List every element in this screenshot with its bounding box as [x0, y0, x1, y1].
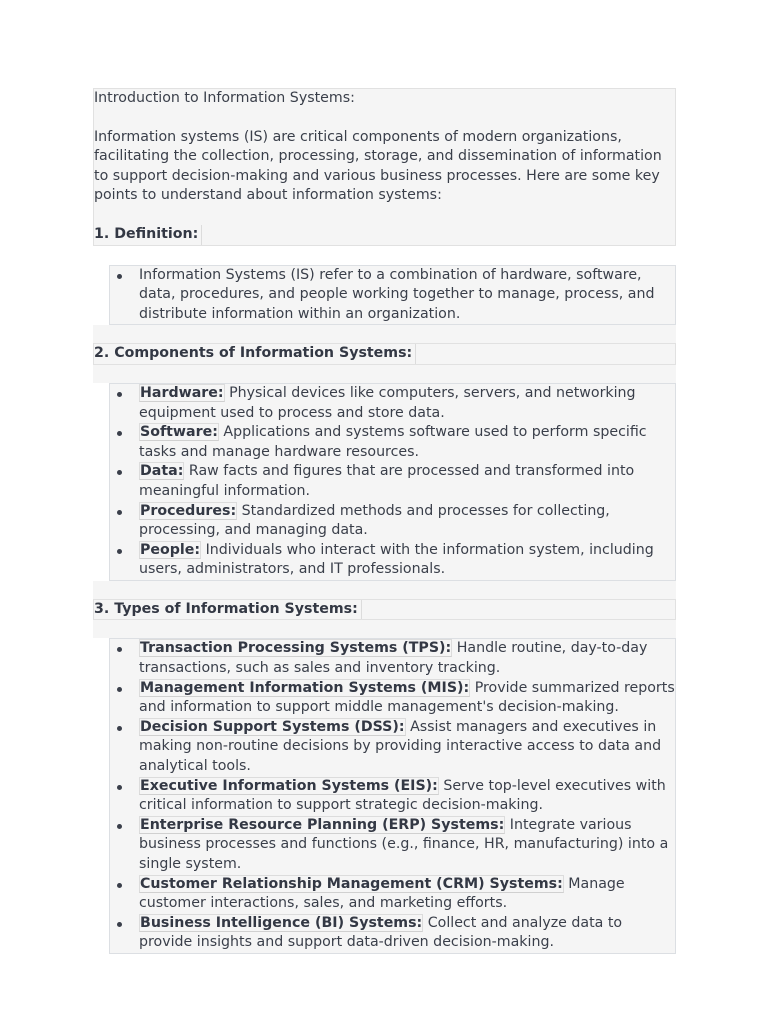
item-term: Executive Information Systems (EIS): [140, 777, 438, 794]
section-gap [93, 245, 676, 265]
item-term: Management Information Systems (MIS): [140, 679, 470, 696]
item-term: Enterprise Resource Planning (ERP) Systems: [140, 816, 505, 833]
components-list [109, 383, 676, 581]
list-item [139, 384, 675, 423]
section-heading-row [93, 343, 676, 365]
list-item [139, 541, 675, 580]
intro-block [93, 88, 676, 245]
item-term: Software: [140, 424, 218, 441]
section-gap [93, 620, 676, 638]
item-description: Serve top-level executives with critical information to support strategic decision-making. [139, 777, 666, 814]
section-heading-row [94, 225, 675, 245]
list-item [139, 875, 675, 914]
section-heading-types: 3. Types of Information Systems: [94, 600, 362, 620]
item-description: Standardized methods and processes for collecting, processing, and managing data. [139, 502, 610, 539]
item-term: Decision Support Systems (DSS): [140, 718, 405, 735]
item-description: Individuals who interact with the information system, including users, administrators, and IT professionals. [139, 541, 654, 578]
definition-list [109, 265, 676, 326]
list-item [139, 423, 675, 462]
item-description: Handle routine, day-to-day transactions, such as sales and inventory tracking. [139, 640, 648, 677]
item-term: Transaction Processing Systems (TPS): [140, 640, 452, 657]
item-term: Customer Relationship Management (CRM) Systems: [140, 875, 563, 892]
item-term: Hardware: [140, 384, 224, 401]
item-description: Collect and analyze data to provide insights and support data-driven decision-making. [139, 914, 623, 951]
document [93, 88, 676, 954]
list-item [139, 679, 675, 718]
intro-paragraph: Information systems (IS) are critical components of modern organizations, facilitating the collection, processing, storage, and dissemination of information to support decision-making and various business processes. Here are some key points to understand about information systems: [94, 128, 662, 204]
item-description: Physical devices like computers, servers, and networking equipment used to process and store data. [139, 384, 636, 421]
item-description: Manage customer interactions, sales, and marketing efforts. [139, 875, 625, 912]
item-description: Raw facts and figures that are processed and transformed into meaningful information. [139, 463, 635, 499]
item-term: Procedures: [140, 502, 237, 519]
section-heading-components: 2. Components of Information Systems: [94, 344, 416, 364]
section-heading-definition: 1. Definition: [94, 225, 202, 245]
list-item [139, 718, 675, 777]
item-term: People: [140, 541, 201, 558]
list-item [139, 816, 675, 875]
item-description: Assist managers and executives in making non-routine decisions by providing interactive access to data and analytical tools. [139, 718, 662, 775]
section-heading-row [93, 599, 676, 621]
item-description: Information Systems (IS) refer to a combination of hardware, software, data, procedures, and people working together to manage, process, and distribute information within an organization. [139, 266, 655, 322]
item-description: Integrate various business processes and functions (e.g., finance, HR, manufacturing) into a single system. [139, 816, 669, 872]
item-description: Provide summarized reports and information to support middle management's decision-making. [139, 679, 675, 716]
item-term: Data: [140, 463, 184, 480]
list-item [139, 639, 675, 678]
list-item [139, 502, 675, 541]
list-item [139, 462, 675, 501]
item-term: Business Intelligence (BI) Systems: [140, 914, 423, 931]
spacer [94, 206, 675, 225]
list-item [139, 266, 675, 325]
item-description: Applications and systems software used to perform specific tasks and manage hardware resources. [139, 424, 647, 460]
types-list [109, 638, 676, 954]
section-gap [93, 325, 676, 343]
section-gap [93, 581, 676, 599]
section-gap [93, 365, 676, 383]
list-item [139, 777, 675, 816]
document-title: Introduction to Information Systems: [94, 90, 355, 106]
list-item [139, 914, 675, 953]
